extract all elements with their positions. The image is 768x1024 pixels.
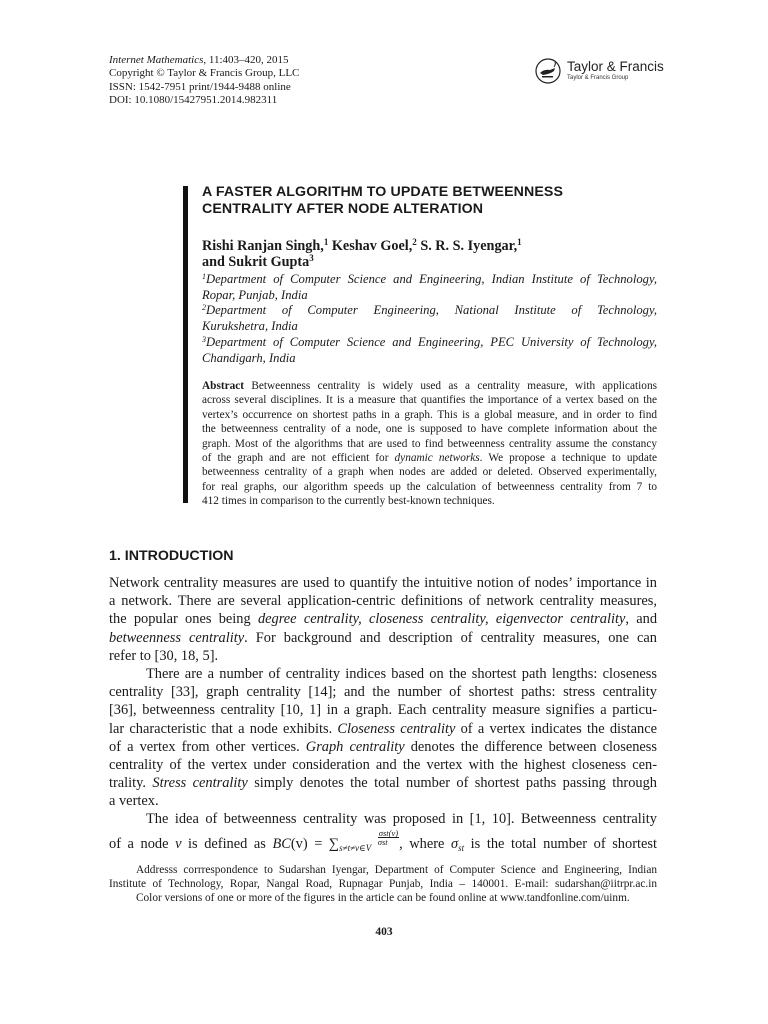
paragraph-line: lar characteristic that a node exhibits. Closeness centrality of a vertex indicates the distance — [109, 720, 657, 737]
formula: BC — [272, 835, 291, 852]
abstract-label: Abstract — [202, 380, 245, 392]
journal-citation: Internet Mathematics, 11:403–420, 2015 — [109, 54, 289, 66]
abstract-line: graph. Most of the algorithms that are used to find betweenness centrality assume the constancy — [202, 437, 657, 450]
affiliation-line: $^2$Department of Computer Engineering, National Institute of Technology, — [202, 303, 657, 318]
paragraph-line: centrality [33], graph centrality [14]; and the number of shortest paths: stress centrality — [109, 684, 657, 701]
paragraph-line: refer to [30, 18, 5]. — [109, 647, 219, 664]
author: Keshav Goel, — [328, 238, 413, 254]
author: and Sukrit Gupta — [202, 254, 310, 270]
affiliation-line: Kurukshetra, India — [202, 319, 298, 334]
affiliation-line: $^3$Department of Computer Science and Engineering, PEC University of Technology, — [202, 334, 657, 349]
title-line: CENTRALITY AFTER NODE ALTERATION — [202, 200, 484, 217]
section-heading: 1. INTRODUCTION — [109, 548, 234, 564]
abstract-line: of the graph and are not efficient for dynamic networks. We propose a technique to update — [202, 451, 657, 464]
abstract-line: across several disciplines. It is a measure that quantifies the importance of a vertex based on the — [202, 394, 657, 407]
abstract — [202, 379, 657, 509]
author-list: Rishi Ranjan Singh,$^1$ Keshav Goel,$^2$ S. R. S. Iyengar,$^1$ and Sukrit Gupta$^3$ — [202, 237, 522, 270]
journal-metadata — [109, 54, 299, 107]
footnote — [109, 863, 657, 906]
affiliation-line: Chandigarh, India — [202, 350, 296, 365]
paper-title — [202, 184, 662, 217]
paragraph-line: There are a number of centrality indices based on the shortest path lengths: closeness — [146, 665, 657, 682]
affiliations — [202, 272, 657, 366]
paragraph-line: trality. Stress centrality simply denotes the total number of shortest paths passing through — [109, 775, 657, 792]
paragraph-line: Network centrality measures are used to quantify the intuitive notion of nodes’ importance in — [109, 575, 657, 591]
footnote-line: Institute of Technology, Ropar, Nangal Road, Rupnagar Punjab, India – 140001. E-mail: sudarshan@iitrpr.ac.in — [109, 878, 657, 891]
issn-line: ISSN: 1542-7951 print/1944-9488 online — [109, 80, 291, 93]
paragraph-line: betweenness centrality. For background and description of centrality measures, one can — [109, 629, 657, 646]
footnote-line: Addresss corrrespondence to Sudarshan Iyengar, Department of Computer Science and Engineering, Indian — [136, 864, 657, 876]
abstract-line: betweenness centrality of a graph when nodes are added or deleted. Observed experimentally, — [202, 466, 657, 479]
title-line: A FASTER ALGORITHM TO UPDATE BETWEENNESS — [202, 184, 564, 200]
author: Rishi Ranjan Singh, — [202, 238, 324, 254]
page-number: 403 — [375, 926, 393, 938]
publisher-name: Taylor & Francis — [567, 59, 664, 74]
title-rule — [183, 186, 188, 503]
abstract-line: Abstract Betweenness centrality is widely used as a centrality measure, with applications — [202, 380, 657, 392]
formula: (v) = ∑ — [290, 835, 340, 852]
affiliation-line: $^1$Department of Computer Science and Engineering, Indian Institute of Technology, — [202, 272, 657, 286]
abstract-line: the betweenness centrality of a node, one is supposed to have complete information about the — [202, 423, 657, 436]
paragraph-line: centrality of the vertex under consideration and the vertex with the highest closeness cen- — [109, 756, 657, 773]
abstract-line: vertex’s occurrence on shortest paths in a graph. This is a global measure, and in order to find — [202, 408, 657, 421]
author: S. R. S. Iyengar, — [416, 238, 518, 254]
doi-line: DOI: 10.1080/15427951.2014.982311 — [109, 93, 278, 106]
affiliation-line: Ropar, Punjab, India — [202, 287, 308, 302]
paragraph-line: The idea of betweenness centrality was proposed in [1, 10]. Betweenness centrality — [146, 811, 657, 828]
formula-fraction: $\frac{\text{σst(v)}}{\text{σst}}$ — [377, 827, 399, 847]
copyright-line: Copyright © Taylor & Francis Group, LLC — [109, 67, 300, 80]
paragraph-line: the popular ones being degree centrality, closeness centrality, eigenvector centrality, and — [109, 611, 658, 628]
abstract-line: 412 times in comparison to the currently best-known techniques. — [202, 495, 495, 508]
footnote-line: Color versions of one or more of the figures in the article can be found online at www.tandfonline.com/uinm. — [136, 892, 630, 905]
abstract-line: for real graphs, our algorithm speeds up the calculation of betweenness centrality from 7 to — [202, 480, 657, 493]
paragraph-line: of a vertex from other vertices. Graph centrality denotes the difference between closeness — [109, 738, 657, 755]
publisher-subtitle: Taylor & Francis Group — [567, 75, 629, 81]
paragraph-line: a network. There are several application-centric definitions of network centrality measures, — [109, 593, 657, 610]
paragraph-line: [36], betweenness centrality [10, 1] in a graph. Each centrality measure signifies a particu- — [109, 702, 657, 719]
lamp-icon — [534, 58, 562, 84]
paragraph-line: a vertex. — [109, 793, 159, 810]
publisher-logo — [534, 58, 664, 84]
formula-subscript: s≠t≠v∈V — [339, 842, 372, 853]
paragraph-line: of a node v is defined as $BC(v) = \sum_{s\ne t\ne v\in V}$ $\frac{\text{σst(v)}}{\text{σst}}$ , where $\sigma_{st}$ is the total number of shortest — [109, 827, 657, 853]
